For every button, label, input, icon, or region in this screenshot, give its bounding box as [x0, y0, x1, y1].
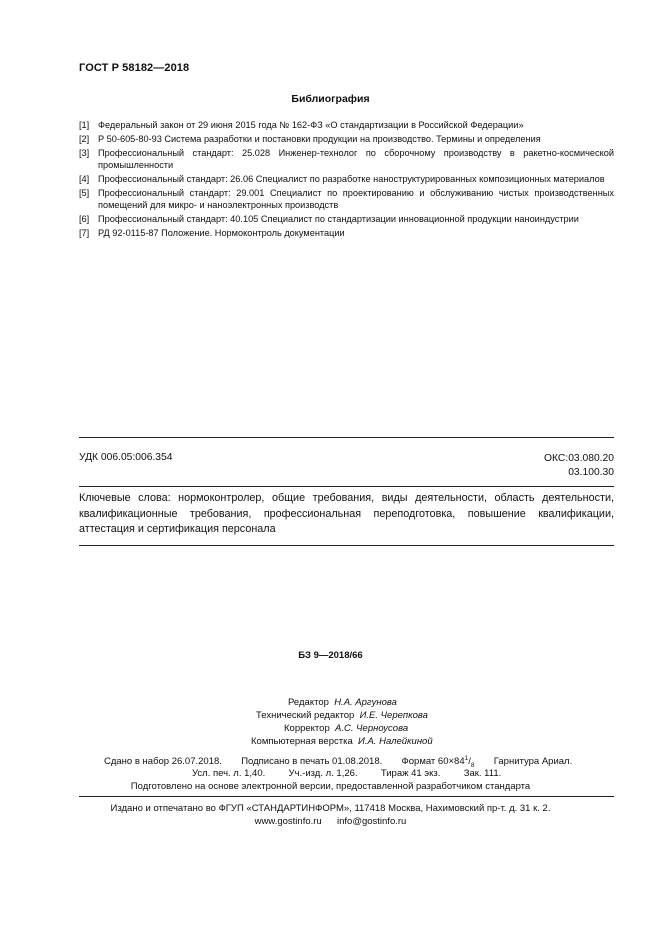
- bibliography-item-number: [6]: [79, 214, 90, 225]
- bibliography-item: [79, 147, 614, 172]
- staff-role: Корректор: [284, 723, 330, 734]
- staff-name: И.Е. Черепкова: [359, 710, 428, 721]
- imprint-format: Формат $60\times 84^1/_8$: [401, 755, 475, 770]
- bibliography-list: [79, 119, 614, 241]
- imprint-format-label: Формат 60×84: [401, 756, 465, 768]
- imprint-pub-sheets: Уч.-изд. л. 1,26.: [288, 768, 358, 779]
- staff-role: Технический редактор: [256, 710, 355, 721]
- bibliography-item: [79, 119, 614, 131]
- imprint-format-num: 1: [464, 755, 469, 762]
- staff-role: Компьютерная верстка: [251, 736, 353, 747]
- oks-code-2: 03.100.30: [568, 467, 614, 478]
- staff-tech-editor: [256, 710, 428, 721]
- bibliography-item-text: Профессиональный стандарт: 40.105 Специалист по стандартизации инновационной продукции наноиндустрии: [98, 214, 579, 225]
- bibliography-item-number: [3]: [79, 147, 90, 158]
- bibliography-item-number: [1]: [79, 120, 90, 130]
- udc-code: УДК 006.05:006.354: [79, 452, 173, 463]
- publisher-line: Издано и отпечатано во ФГУП «СТАНДАРТИНФОРМ», 117418 Москва, Нахимовский пр-т. д. 31 к. 2.: [110, 803, 551, 814]
- imprint-sent: Сдано в набор 26.07.2018.: [104, 756, 222, 768]
- bibliography-item-number: [5]: [79, 188, 90, 199]
- publisher-email[interactable]: info@gostinfo.ru: [337, 816, 407, 827]
- imprint-print-sheets: Усл. печ. л. 1,40.: [192, 768, 266, 779]
- bibliography-item-number: [4]: [79, 174, 90, 185]
- keywords: Ключевые слова: нормоконтролер, общие требования, виды деятельности, область деятельности, квалификационные требования, профессиональная переподготовка, повышение квалификации, аттестация и сертификация персонала: [79, 492, 614, 535]
- oks-codes: [544, 452, 614, 480]
- staff-corrector: [284, 723, 408, 734]
- bibliography-item-text: РД 92-0115-87 Положение. Нормоконтроль документации: [98, 228, 345, 239]
- imprint-run: Тираж 41 экз.: [380, 768, 441, 779]
- staff-name: А.С. Черноусова: [335, 723, 409, 734]
- publisher-website[interactable]: www.gostinfo.ru: [254, 816, 322, 827]
- bibliography-item-text: Профессиональный стандарт: 26.06 Специалист по разработке наноструктурированных композиционных материалов: [98, 174, 605, 185]
- bibliography-item: [79, 227, 614, 239]
- bibliography-item: [79, 187, 614, 212]
- bibliography-item: [79, 173, 614, 185]
- publisher-contacts: [0, 816, 661, 827]
- bibliography-item-text: Профессиональный стандарт: 29.001 Специалист по проектированию и обслуживанию чистых производственных помещений для микро- и наноэлектронных производств: [98, 188, 614, 211]
- staff-layout: [251, 736, 433, 747]
- divider-middle: [79, 486, 614, 487]
- imprint-order: Зак. 111.: [463, 768, 502, 779]
- bibliography-item: [79, 213, 614, 225]
- imprint-format-den: 8: [470, 762, 475, 770]
- standard-header: ГОСТ Р 58182—2018: [79, 62, 190, 74]
- bibliography-item: [79, 133, 614, 145]
- imprint-signed: Подписано в печать 01.08.2018.: [241, 756, 383, 768]
- bibliography-item-text: Профессиональный стандарт: 25.028 Инженер-технолог по сборочному производству в ракетно-космической промышленности: [98, 147, 614, 171]
- oks-code-1: ОКС:03.080.20: [544, 453, 614, 464]
- divider-bottom: [79, 796, 614, 797]
- staff-name: Н.А. Аргунова: [334, 697, 397, 708]
- bibliography-title: Библиография: [291, 93, 370, 105]
- bibliography-item-number: [7]: [79, 228, 90, 239]
- bibliography-item-number: [2]: [79, 133, 90, 144]
- imprint-line-1: [104, 755, 572, 769]
- imprint-line-2: [192, 768, 501, 779]
- imprint-font: Гарнитура Ариал.: [493, 756, 573, 768]
- divider-keywords: [79, 545, 614, 546]
- bibliography-item-text: Р 50-605-80-93 Система разработки и постановки продукции на производство. Термины и определения: [98, 133, 541, 144]
- staff-name: И.А. Налейкиной: [358, 736, 433, 747]
- bz-number: БЗ 9—2018/66: [298, 650, 363, 661]
- bibliography-item-text: Федеральный закон от 29 июня 2015 года № 162-ФЗ «О стандартизации в Российской Федерации»: [98, 120, 524, 130]
- staff-editor: [288, 697, 397, 708]
- imprint-prepared: Подготовлено на основе электронной версии, предоставленной разработчиком стандарта: [130, 781, 531, 792]
- staff-role: Редактор: [288, 697, 329, 708]
- divider-top: [79, 437, 614, 438]
